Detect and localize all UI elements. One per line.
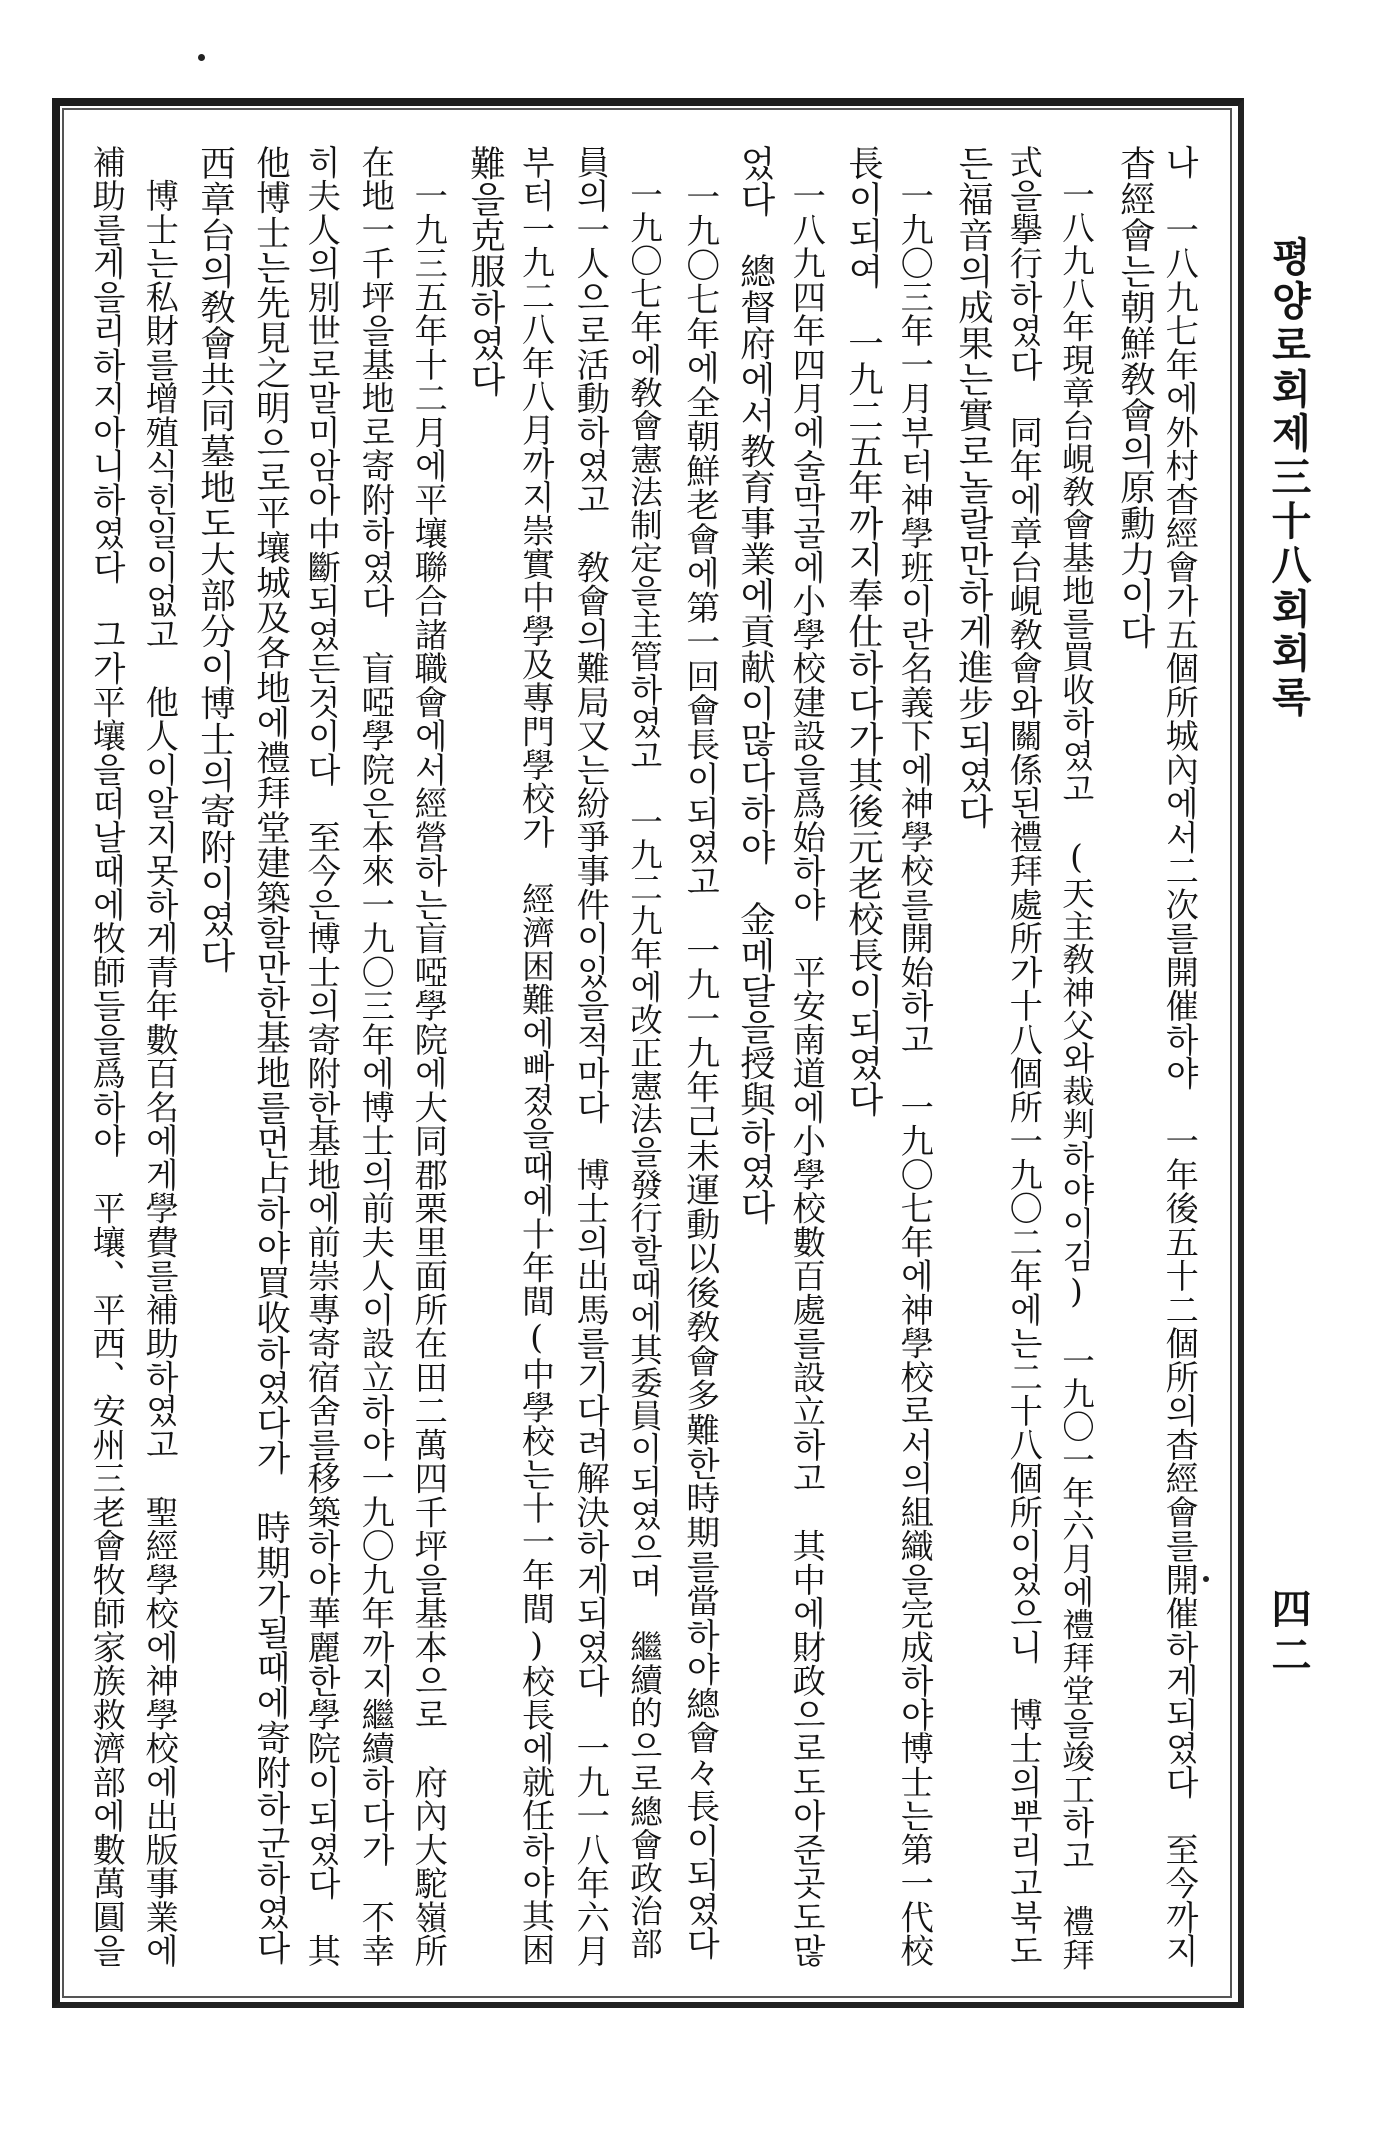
text-column: 一九〇七年에敎會憲法制定을主管하였고 一九二九年에改正憲法을發行할때에其委員이되였으며 繼續的으로總會政治部	[625, 145, 664, 1960]
scan-speck	[1203, 1576, 1209, 1582]
page-number: 四二	[1265, 1588, 1312, 1680]
text-column: 補助를게을리하지아니하였다 그가平壤을떠날때에牧師들을爲하야 平壤、平西、安州三老會牧師家族救濟部에數萬圓을	[87, 145, 127, 1968]
text-column: 他博士는先見之明으로平壤城及各地에禮拜堂建築할만한基地를먼占하야買收하였다가 時期가될때에寄附하군하였다	[249, 145, 290, 1965]
text-column: 長이되여 一九二五年까지奉仕하다가其後元老校長이되였다	[842, 145, 884, 1117]
text-column: 一八九八年現章台峴敎會基地를買收하였고 (天主敎神父와裁判하야이김) 一九〇一年六月에禮拜堂을竣工하고 禮拜	[1057, 145, 1096, 1971]
text-column: 員의一人으로活動하였고 敎會의難局又는紛爭事件이있을적마다 博士의出馬를기다려解決하게되였다 一九一八年六月	[571, 145, 611, 1968]
text-column: 西章台의敎會共同墓地도大部分이博士의寄附이였다	[194, 145, 236, 973]
text-column: 博士는私財를增殖식힌일이없고 他人이알지못하게青年數百名에게學費를補助하였고 聖經學校에神學校에出版事業에	[140, 145, 180, 1968]
text-column: 一八九四年四月에술막골에小學校建設을爲始하야 平安南道에小學校數百處를設立하고 其中에財政으로도아준곳도많	[787, 145, 827, 1968]
text-column: 難을克服하였다	[464, 145, 506, 397]
text-column: 在地一千坪을基地로寄附하였다 盲啞學院은本來一九〇三年에博士의前夫人이設立하야一九〇九年까지繼續하다가 不幸	[356, 145, 396, 1968]
text-column: 부터一九二八年八月까지崇實中學及專門學校가 經濟困難에빠졌을때에十年間(中學校는十一年間)校長에就任하야其困	[517, 145, 556, 1966]
text-column: 나 一八九七年에外村杳經會가五個所城內에서二次를開催하야 一年後五十二個所의杳經會를開催하게되였다 至今까지	[1160, 145, 1200, 1968]
page-header: 평양로회제三十八회회록	[1265, 236, 1312, 720]
text-column: 一九〇七年에全朝鮮老會에第一回會長이되였고 一九一九年己未運動以後敎會多難한時期를當하야總會々長이되였다	[680, 145, 720, 1961]
text-column: 든福音의成果는實로놀랄만하게進步되였다	[952, 145, 994, 829]
text-column: 式을擧行하였다 同年에章台峴敎會와關係된禮拜處所가十八個所一九〇二年에는二十八個所이었으니 博士의뿌리고북도	[1004, 145, 1044, 1968]
text-column: 一九三五年十二月에平壤聯合諸職會에서經營하는盲啞學院에大同郡栗里面所在田二萬四千坪을基本으로 府內大駝嶺所	[409, 145, 449, 1968]
text-column: 杳經會는朝鮮敎會의原勳力이다	[1114, 145, 1156, 649]
scan-speck	[198, 54, 205, 61]
text-column: 었다 總督府에서教育事業에貢献이많다하야 金메달을授與하였다	[734, 145, 776, 1225]
text-column: 히夫人의別世로말미암아中斷되였든것이다 至今은博士의寄附한基地에前崇專寄宿舍를移築하야華麗한學院이되였다 其	[302, 145, 342, 1968]
text-column: 一九〇三年一月부터神學班이란名義下에神學校를開始하고 一九〇七年에神學校로서의組織을完成하야博士는第一代校	[895, 145, 935, 1968]
